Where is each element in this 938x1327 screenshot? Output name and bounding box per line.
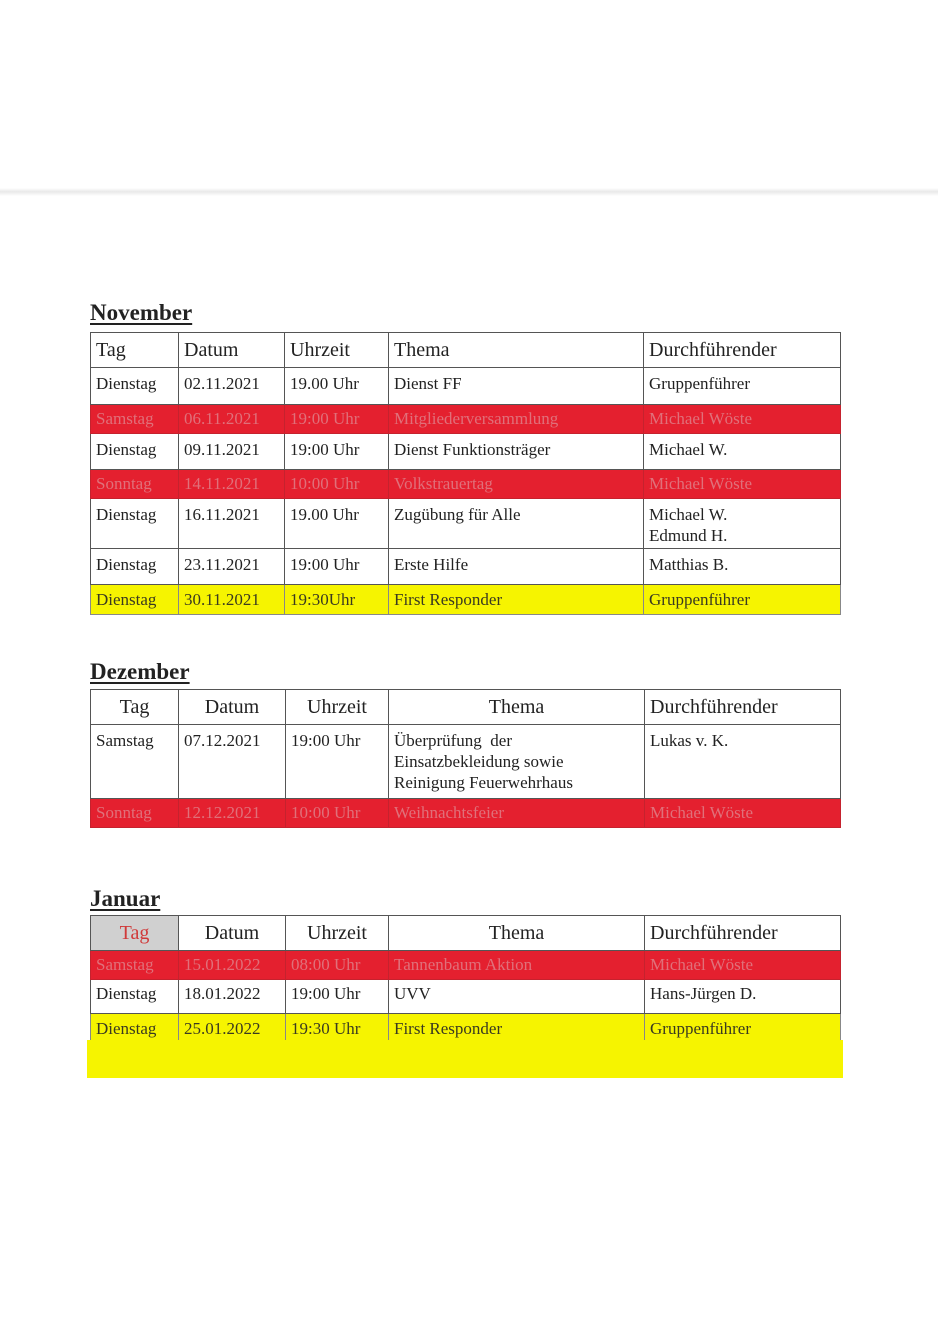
- cell-thema: Weihnachtsfeier: [389, 799, 645, 828]
- cell-datum: 25.01.2022: [179, 1014, 286, 1044]
- cell-datum: 14.11.2021: [179, 470, 285, 499]
- header-thema: Thema: [389, 690, 645, 725]
- cell-tag: Dienstag: [91, 434, 179, 470]
- table-row-highlighted-yellow: [91, 1014, 841, 1044]
- cell-datum: 30.11.2021: [179, 585, 285, 615]
- cell-uhrzeit: 19.00 Uhr: [285, 499, 389, 549]
- cell-uhrzeit: 19:30 Uhr: [286, 1014, 389, 1044]
- cell-uhrzeit: 19:00 Uhr: [285, 405, 389, 434]
- header-durchfuehrender: Durchführender: [645, 916, 841, 951]
- cell-thema: Dienst FF: [389, 368, 644, 405]
- cell-datum: 09.11.2021: [179, 434, 285, 470]
- cell-durchfuehrender: Michael Wöste: [644, 470, 841, 499]
- table-row: [91, 499, 841, 549]
- cell-durchfuehrender: Michael W.: [644, 434, 841, 470]
- dezember-table: [90, 689, 841, 828]
- header-datum: Datum: [179, 690, 286, 725]
- table-row-highlighted-red: [91, 470, 841, 499]
- table-row: [91, 368, 841, 405]
- cell-datum: 07.12.2021: [179, 725, 286, 799]
- table-row-highlighted-red: [91, 799, 841, 828]
- cell-uhrzeit: 19:00 Uhr: [285, 434, 389, 470]
- cell-datum: 16.11.2021: [179, 499, 285, 549]
- cell-durchfuehrender: [644, 499, 841, 549]
- cell-tag: Dienstag: [91, 980, 179, 1014]
- month-heading-januar: Januar: [90, 886, 161, 911]
- header-thema: Thema: [389, 916, 645, 951]
- table-row: [91, 549, 841, 585]
- cell-durchfuehrender: Michael Wöste: [645, 951, 841, 980]
- cell-thema: UVV: [389, 980, 645, 1014]
- cell-tag: Sonntag: [91, 470, 179, 499]
- cell-uhrzeit: 19:30Uhr: [285, 585, 389, 615]
- cell-durchfuehrender: Gruppenführer: [644, 368, 841, 405]
- header-uhrzeit: Uhrzeit: [286, 690, 389, 725]
- header-datum: Datum: [179, 916, 286, 951]
- header-tag: Tag: [91, 690, 179, 725]
- cell-datum: 12.12.2021: [179, 799, 286, 828]
- cell-tag: Dienstag: [91, 585, 179, 615]
- november-table: [90, 332, 841, 615]
- cell-thema: Zugübung für Alle: [389, 499, 644, 549]
- cell-thema: Tannenbaum Aktion: [389, 951, 645, 980]
- header-datum: Datum: [179, 333, 285, 368]
- cell-durchfuehrender: Hans-Jürgen D.: [645, 980, 841, 1014]
- table-row: [91, 434, 841, 470]
- table-row: [91, 980, 841, 1014]
- cell-uhrzeit: 10:00 Uhr: [285, 470, 389, 499]
- cell-uhrzeit: 19.00 Uhr: [285, 368, 389, 405]
- durchfuehrender-line-2: Edmund H.: [649, 526, 728, 545]
- cell-thema: First Responder: [389, 585, 644, 615]
- cell-datum: 23.11.2021: [179, 549, 285, 585]
- cell-durchfuehrender: Gruppenführer: [645, 1014, 841, 1044]
- thema-line-2: Einsatzbekleidung sowie: [394, 752, 564, 771]
- header-uhrzeit: Uhrzeit: [285, 333, 389, 368]
- cell-thema: Dienst Funktionsträger: [389, 434, 644, 470]
- cell-durchfuehrender: Matthias B.: [644, 549, 841, 585]
- scan-fold-line: [0, 188, 938, 196]
- header-tag: Tag: [91, 333, 179, 368]
- cell-tag: Samstag: [91, 951, 179, 980]
- cell-durchfuehrender: Michael Wöste: [645, 799, 841, 828]
- thema-line-1: Überprüfung der: [394, 731, 513, 750]
- cell-uhrzeit: 10:00 Uhr: [286, 799, 389, 828]
- header-durchfuehrender: Durchführender: [645, 690, 841, 725]
- header-durchfuehrender: Durchführender: [644, 333, 841, 368]
- header-uhrzeit: Uhrzeit: [286, 916, 389, 951]
- cell-tag: Samstag: [91, 725, 179, 799]
- cell-durchfuehrender: Gruppenführer: [644, 585, 841, 615]
- cell-thema: Erste Hilfe: [389, 549, 644, 585]
- cell-datum: 02.11.2021: [179, 368, 285, 405]
- cell-datum: 15.01.2022: [179, 951, 286, 980]
- cell-thema: First Responder: [389, 1014, 645, 1044]
- table-row: [91, 725, 841, 799]
- cell-thema: Mitgliederversammlung: [389, 405, 644, 434]
- januar-table: [90, 915, 841, 1044]
- cell-tag: Sonntag: [91, 799, 179, 828]
- month-heading-november: November: [90, 300, 193, 325]
- cell-tag: Dienstag: [91, 549, 179, 585]
- yellow-highlight-band: [87, 1040, 843, 1078]
- month-heading-dezember: Dezember: [90, 659, 190, 684]
- cell-datum: 18.01.2022: [179, 980, 286, 1014]
- cell-uhrzeit: 19:00 Uhr: [286, 725, 389, 799]
- cell-thema: [389, 725, 645, 799]
- cell-uhrzeit: 19:00 Uhr: [286, 980, 389, 1014]
- table-header-row: [91, 690, 841, 725]
- cell-thema: Volkstrauertag: [389, 470, 644, 499]
- table-header-row: [91, 333, 841, 368]
- cell-durchfuehrender: Michael Wöste: [644, 405, 841, 434]
- cell-datum: 06.11.2021: [179, 405, 285, 434]
- table-row-highlighted-red: [91, 951, 841, 980]
- cell-tag: Dienstag: [91, 368, 179, 405]
- table-row-highlighted-yellow: [91, 585, 841, 615]
- thema-line-3: Reinigung Feuerwehrhaus: [394, 773, 573, 792]
- cell-tag: Dienstag: [91, 1014, 179, 1044]
- durchfuehrender-line-1: Michael W.: [649, 505, 728, 524]
- table-row-highlighted-red: [91, 405, 841, 434]
- table-header-row: [91, 916, 841, 951]
- cell-durchfuehrender: Lukas v. K.: [645, 725, 841, 799]
- cell-tag: Dienstag: [91, 499, 179, 549]
- cell-uhrzeit: 19:00 Uhr: [285, 549, 389, 585]
- header-thema: Thema: [389, 333, 644, 368]
- cell-tag: Samstag: [91, 405, 179, 434]
- header-tag: Tag: [91, 916, 179, 951]
- cell-uhrzeit: 08:00 Uhr: [286, 951, 389, 980]
